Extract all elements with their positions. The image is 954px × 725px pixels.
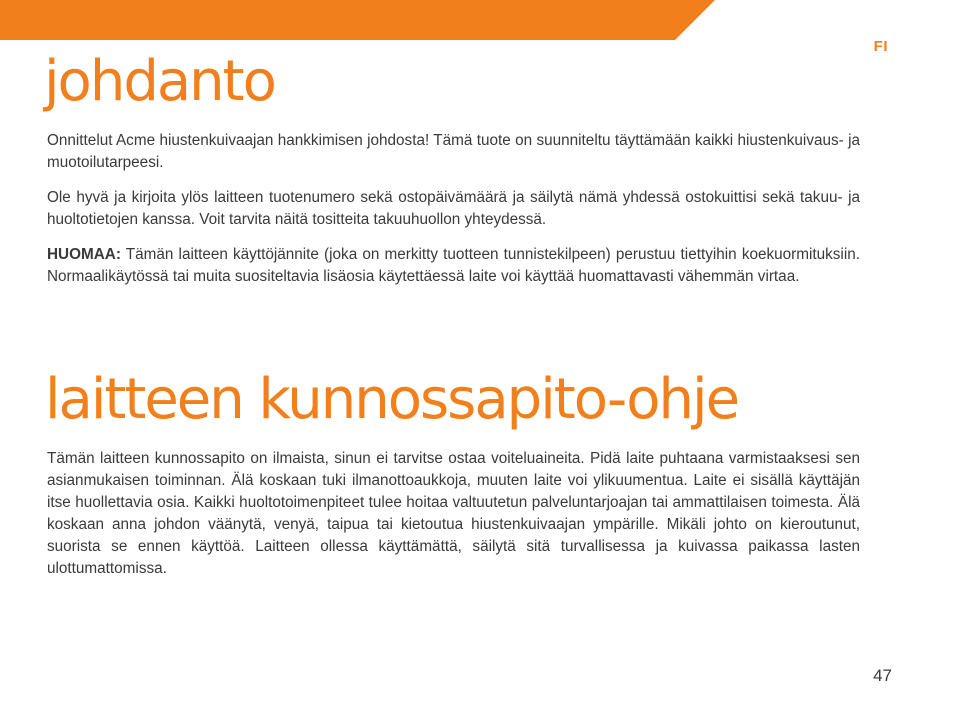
introduction-section	[47, 130, 860, 301]
note-label: HUOMAA:	[47, 246, 121, 263]
note-paragraph	[47, 244, 860, 288]
intro-paragraph: Onnittelut Acme hiustenkuivaajan hankkimisen johdosta! Tämä tuote on suunniteltu täyttämään kaikki hiustenkuivaus- ja muotoilutarpeesi.	[47, 132, 860, 171]
banner-shape	[0, 0, 715, 40]
section-title-introduction: johdanto	[44, 49, 275, 114]
section-title-maintenance: laitteen kunnossapito-ohje	[45, 367, 739, 432]
maintenance-section	[47, 448, 860, 593]
maintenance-paragraph: Tämän laitteen kunnossapito on ilmaista, sinun ei tarvitse ostaa voiteluaineita. Pidä laite puhtaana varmistaaksesi sen asianmukaisen toiminnan. Älä koskaan tuki ilmanottoaukkoja, muuten laite voi ylikuumentua. Laite ei sisällä käyttäjän itse huollettavia osia. Kaikki huoltotoimenpiteet tulee hoitaa valtuutetun palveluntarjoajan tai ammattilaisen toimesta. Älä koskaan anna johdon väänytä, venyä, taipua tai kietoutua hiustenkuivaajan ympärille. Mikäli johto on kieroutunut, suorista se ennen käyttöä. Laitteen ollessa käyttämättä, säilytä sitä turvallisessa ja kuivassa paikassa lasten ulottumattomissa.	[47, 450, 860, 577]
orange-header-banner	[0, 0, 954, 40]
intro-paragraph: Ole hyvä ja kirjoita ylös laitteen tuotenumero sekä ostopäivämäärä ja säilytä nämä yhdessä ostokuittisi sekä takuu- ja huoltotietojen kanssa. Voit tarvita näitä tositteita takuuhuollon yhteydessä.	[47, 189, 860, 228]
note-text: Tämän laitteen käyttöjännite (joka on merkitty tuotteen tunnistekilpeen) perustuu tiettyihin koekuormituksiin. Normaalikäytössä tai muita suositeltavia lisäosia käytettäessä laite voi käyttää huomattavasti vähemmän virtaa.	[47, 246, 860, 285]
page-number: 47	[873, 666, 892, 685]
language-code: FI	[873, 38, 888, 55]
